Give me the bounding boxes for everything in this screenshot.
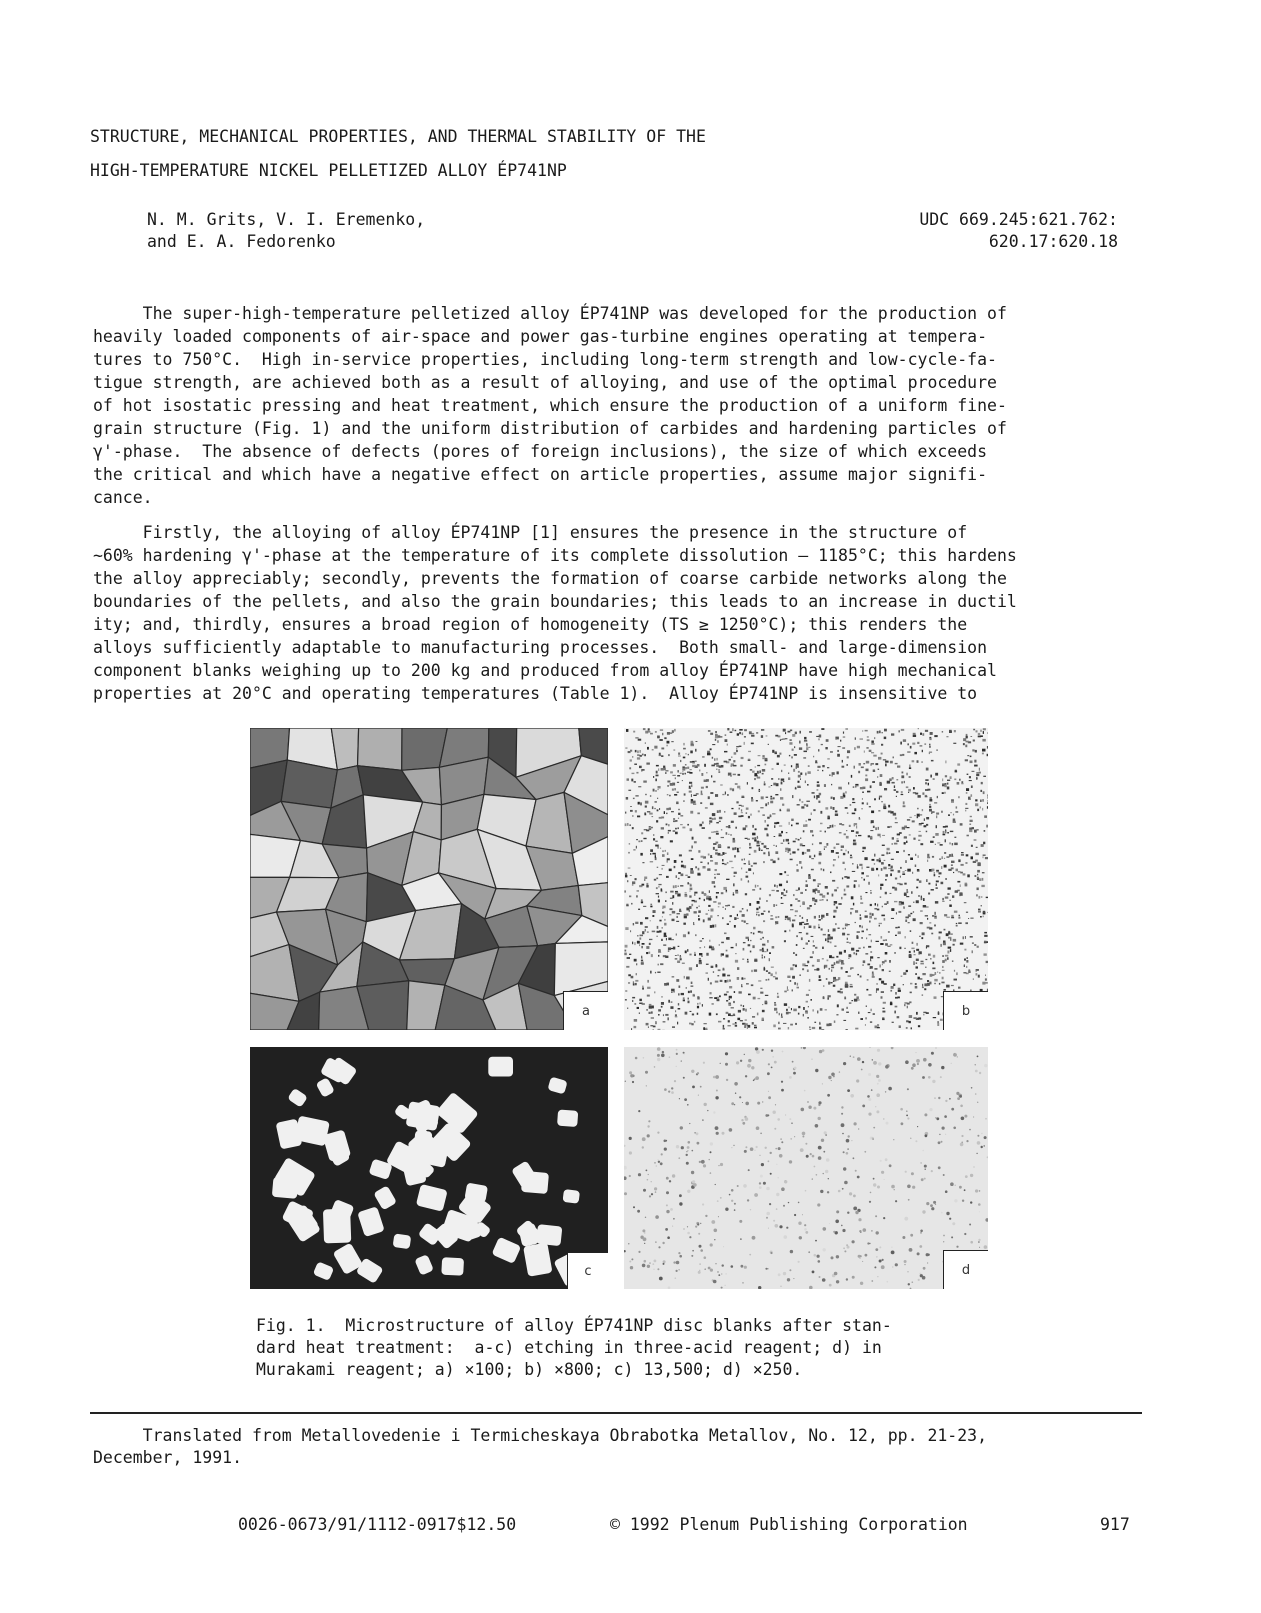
- figure-caption-line: Murakami reagent; a) ×100; b) ×800; c) 13,500; d) ×250.: [256, 1360, 803, 1379]
- paragraph-2-line: boundaries of the pellets, and also the grain boundaries; this leads to an increase in ductil: [93, 592, 1017, 611]
- micrograph-d-image: [624, 1047, 988, 1289]
- footer-copyright: © 1992 Plenum Publishing Corporation: [610, 1515, 968, 1534]
- paragraph-1-line: the critical and which have a negative effect on article properties, assume major signifi-: [93, 465, 988, 484]
- micrograph-panel-c: [250, 1047, 608, 1289]
- figure-caption-line: dard heat treatment: a-c) etching in three-acid reagent; d) in: [256, 1338, 882, 1357]
- paragraph-2-line: properties at 20°C and operating temperatures (Table 1). Alloy ÉP741NP is insensitive to: [93, 684, 978, 703]
- paragraph-2-line: ~60% hardening γ'-phase at the temperature of its complete dissolution — 1185°C; this hardens: [93, 546, 1017, 565]
- paragraph-2-line: alloys sufficiently adaptable to manufacturing processes. Both small- and large-dimension: [93, 638, 988, 657]
- page-number: 917: [1100, 1515, 1130, 1534]
- translation-note-line-1: Translated from Metallovedenie i Termicheskaya Obrabotka Metallov, No. 12, pp. 21-23,: [93, 1426, 988, 1445]
- paragraph-2-line: ity; and, thirdly, ensures a broad region of homogeneity (TS ≥ 1250°C); this renders the: [93, 615, 968, 634]
- paragraph-1-line: heavily loaded components of air-space and power gas-turbine engines operating at tempera-: [93, 327, 988, 346]
- micrograph-b-image: [624, 728, 988, 1030]
- udc-line-1: UDC 669.245:621.762:: [919, 210, 1118, 229]
- micrograph-c-image: [250, 1047, 608, 1289]
- paragraph-1-line: γ'-phase. The absence of defects (pores of foreign inclusions), the size of which exceeds: [93, 442, 988, 461]
- authors-line-2: and E. A. Fedorenko: [147, 232, 336, 251]
- paragraph-2-line: Firstly, the alloying of alloy ÉP741NP [1] ensures the presence in the structure of: [93, 523, 968, 542]
- paragraph-2-line: component blanks weighing up to 200 kg and produced from alloy ÉP741NP have high mechanical: [93, 661, 997, 680]
- micrograph-panel-b: [624, 728, 988, 1030]
- micrograph-a-image: [250, 728, 608, 1030]
- udc-line-2: 620.17:620.18: [988, 232, 1118, 251]
- micrograph-panel-a: [250, 728, 608, 1030]
- panel-label-c: c: [567, 1252, 608, 1289]
- paragraph-1-line: grain structure (Fig. 1) and the uniform distribution of carbides and hardening particles of: [93, 419, 1007, 438]
- panel-label-a: a: [563, 991, 608, 1030]
- paragraph-1-line: tures to 750°C. High in-service properties, including long-term strength and low-cycle-fa-: [93, 350, 997, 369]
- paragraph-2-line: the alloy appreciably; secondly, prevents the formation of coarse carbide networks along the: [93, 569, 1007, 588]
- footer-code: 0026-0673/91/1112-0917$12.50: [238, 1515, 517, 1534]
- paragraph-1-line: The super-high-temperature pelletized alloy ÉP741NP was developed for the production of: [93, 304, 1007, 323]
- panel-label-d: d: [943, 1250, 988, 1289]
- panel-label-b: b: [943, 991, 988, 1030]
- paragraph-1-line: tigue strength, are achieved both as a result of alloying, and use of the optimal procedure: [93, 373, 997, 392]
- micrograph-panel-d: [624, 1047, 988, 1289]
- paper-title-line-1: STRUCTURE, MECHANICAL PROPERTIES, AND THERMAL STABILITY OF THE: [90, 127, 706, 146]
- authors-line-1: N. M. Grits, V. I. Eremenko,: [147, 210, 426, 229]
- paragraph-1-line: cance.: [93, 488, 153, 507]
- paragraph-1-line: of hot isostatic pressing and heat treatment, which ensure the production of a uniform fine-: [93, 396, 1007, 415]
- paper-title-line-2: HIGH-TEMPERATURE NICKEL PELLETIZED ALLOY ÉP741NP: [90, 161, 567, 180]
- figure-caption-line: Fig. 1. Microstructure of alloy ÉP741NP disc blanks after stan-: [256, 1316, 892, 1335]
- translation-note-line-2: December, 1991.: [93, 1448, 243, 1467]
- footnote-divider: [90, 1412, 1142, 1414]
